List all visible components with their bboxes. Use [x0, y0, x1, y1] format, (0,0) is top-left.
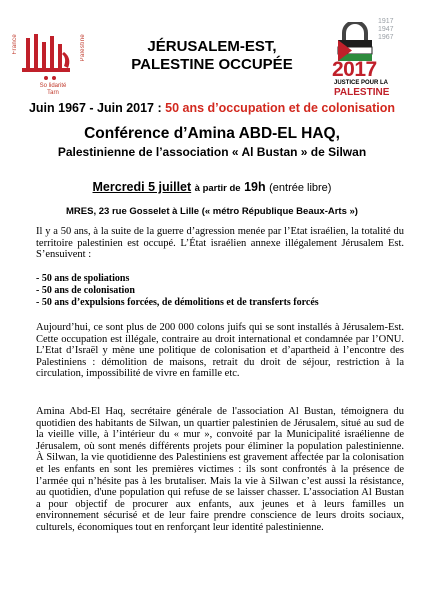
logo-left-text-palestine: Palestine — [80, 34, 86, 62]
logo-france-palestine-solidarite — [8, 28, 98, 100]
paragraph-today: Aujourd’hui, ce sont plus de 200 000 colons juifs qui se sont installés à Jérusalem-Est. Cette occupation est illégale, contraire au droit international et condamnée par l’ONU. L’Etat d’Israël y mène une politique de colonisation et d’apartheid à l’encontre des Palestiniens : démolition de maisons, retrait du droit de séjour, restriction à la circulation, impossibilité de vivre en famille etc. — [36, 322, 404, 380]
logo-right-line-2: PALESTINE — [334, 87, 390, 98]
title-line-2: PALESTINE OCCUPÉE — [131, 56, 293, 73]
event-datetime — [0, 180, 424, 194]
list-item: - 50 ans d’expulsions forcées, de démolitions et de transferts forcés — [36, 297, 319, 308]
event-entry: (entrée libre) — [269, 182, 332, 194]
subheading-period: Juin 1967 - Juin 2017 : — [28, 101, 162, 115]
logo-left-text-france: France — [12, 34, 18, 55]
logo-left-text-tarn: Tarn — [47, 90, 59, 96]
event-address: MRES, 23 rue Gosselet à Lille (« métro République Beaux-Arts ») — [66, 206, 358, 217]
paragraph-intro: Il y a 50 ans, à la suite de la guerre d’agression menée par l’Etat israélien, la totalité du territoire palestinien est occupé. L’État israélien annexe illégalement Jérusalem Est. S’ensuivent : — [36, 226, 404, 261]
calligraphy-mark-icon — [20, 32, 78, 80]
conference-title: Conférence d’Amina ABD-EL HAQ, — [84, 125, 340, 142]
event-time: 19h — [244, 180, 266, 194]
date-1967: 1967 — [378, 34, 394, 41]
logo-right-line-1: JUSTICE POUR LA — [334, 80, 389, 86]
paragraph-amina: Amina Abd-El Haq, secrétaire générale de l'association Al Bustan, témoignera du quotidien des habitants de Silwan, un quartier palestinien de Jérusalem, situé au sud de la vieille ville, à l’intérieur du « mur », convoité par la Municipalité israélienne de Jérusalem, où sont menés différents projets pour éliminer la population palestinienne. À Silwan, la vie quotidienne des Palestiniens est gravement affectée par la colonisation et les enfants en sont les premières victimes : ils sont confrontés à la présence de l’armée qui n’hésite pas à les brutaliser. Mais la vie à Silwan c’est aussi la résistance, au quotidien, d'une population qui refuse de se laisser chasser. L’association Al Bustan a pour objectif de procurer aux enfants, aux jeunes et à leurs familles un environnement sécurisé et de leur faire prendre conscience de leurs droits sociaux, culturels, économiques tout en renforçant leur identité palestinienne. — [36, 406, 404, 533]
list-item: - 50 ans de colonisation — [36, 285, 135, 296]
date-1947: 1947 — [378, 26, 394, 33]
conference-subtitle: Palestinienne de l’association « Al Bustan » de Silwan — [57, 145, 367, 159]
logo-right-dates — [378, 18, 394, 42]
subheading-tagline: 50 ans d’occupation et de colonisation — [165, 101, 396, 115]
logo-right-year: 2017 — [332, 58, 377, 81]
padlock-icon — [332, 22, 378, 62]
list-fifty-years — [36, 273, 404, 309]
list-item: - 50 ans de spoliations — [36, 273, 130, 284]
logo-justice-pour-la-palestine — [328, 16, 418, 96]
title-line-1: JÉRUSALEM-EST, — [147, 38, 277, 55]
event-day: Mercredi 5 juillet — [92, 180, 192, 194]
date-1917: 1917 — [378, 18, 394, 25]
logo-left-text-solidarite: So lidarité — [39, 83, 67, 89]
subheading-dates — [0, 101, 424, 115]
page-title — [112, 38, 312, 74]
event-from: à partir de — [194, 183, 241, 194]
